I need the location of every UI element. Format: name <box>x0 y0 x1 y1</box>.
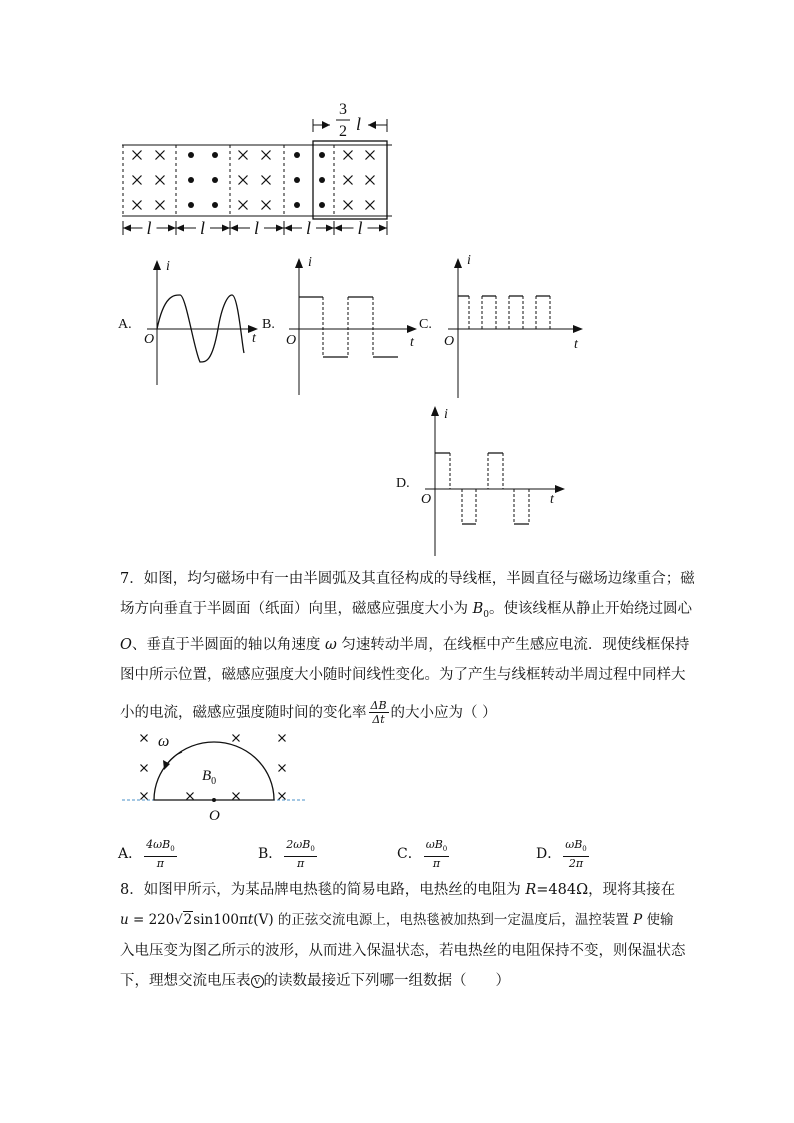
dimension-arrowhead <box>168 225 176 232</box>
dimension-arrowhead <box>230 225 238 232</box>
q7-line-3: O、垂直于半圆面的轴以角速度 ω 匀速转动半周，在线框中产生感应电流．现使线框保持 <box>120 636 690 653</box>
field-dot-mark <box>188 202 194 208</box>
q8-line-2: u = 220√2sin100πt(V) 的正弦交流电源上，电热毯被加热到一定温度后，温控装置 P 使输 <box>120 912 674 928</box>
dimension-numerator: 3 <box>339 101 347 118</box>
dimension-arrowhead <box>334 225 342 232</box>
graph-c-origin: O <box>444 334 455 349</box>
dimension-arrowhead <box>326 225 334 232</box>
graph-b-origin: O <box>286 333 297 348</box>
field-dot-mark <box>212 152 218 158</box>
q8-line-1: 8．如图甲所示，为某品牌电热毯的简易电路，电热丝的电阻为 R=484Ω，现将其接在 <box>120 882 676 898</box>
q7-option-a[interactable]: A． $\frac{4\omega B_0}{\pi}$ <box>118 838 175 871</box>
graph-d-origin: O <box>421 492 432 507</box>
q7-line-4: 图中所示位置，磁感应强度大小随时间线性变化。为了产生与线框转动半周过程中同样大 <box>120 666 686 683</box>
center-point <box>212 798 216 802</box>
q8-line-4: 下，理想交流电压表 V 的读数最接近下列哪一组数据（ ） <box>120 973 510 989</box>
question-7-text <box>120 564 695 728</box>
graph-b-axis-i: i <box>308 255 312 270</box>
field-into-page-marks <box>133 151 375 210</box>
semicircle-coil <box>154 742 274 800</box>
option-a-label: A. <box>118 317 132 332</box>
semicircle-coil-figure <box>0 720 794 830</box>
graph-d-axis-t: t <box>550 492 554 507</box>
segment-length-label: l <box>146 218 152 238</box>
field-dot-mark <box>319 177 325 183</box>
option-b-label: B. <box>262 317 275 332</box>
segment-length-label: l <box>254 218 260 238</box>
q7-rate-fraction: $\frac{\Delta B}{\Delta t}$ <box>370 699 387 727</box>
option-c-label: C. <box>419 317 432 332</box>
field-dot-mark <box>212 202 218 208</box>
graph-d-axis-i: i <box>444 407 448 422</box>
graph-b-axis-t: t <box>410 335 414 350</box>
segment-length-label: l <box>357 218 363 238</box>
answer-graphs-abc <box>0 250 794 410</box>
omega-label: ω <box>158 733 170 750</box>
q7-option-d[interactable]: D． $\frac{\omega B_0}{2\pi}$ <box>536 838 587 871</box>
field-dot-mark <box>212 177 218 183</box>
voltmeter-icon: V <box>251 975 264 988</box>
q7-option-c[interactable]: C． $\frac{\omega B_0}{\pi}$ <box>397 838 448 871</box>
dimension-arrowhead <box>222 225 230 232</box>
dimension-denominator: 2 <box>339 123 347 140</box>
dimension-variable: l <box>356 114 362 134</box>
graph-c-axis-t: t <box>574 337 578 352</box>
option-d-label: D. <box>396 476 410 491</box>
graph-a-axis-t: t <box>252 331 256 346</box>
field-dot-mark <box>294 202 300 208</box>
q7-line-5: 小的电流，磁感应强度随时间的变化率 $\frac{\Delta B}{\Delta t}$ 的大小应为（ ） <box>120 699 497 727</box>
field-dot-mark <box>319 152 325 158</box>
dimension-arrowhead <box>123 225 131 232</box>
graph-c <box>419 253 583 398</box>
field-dot-mark <box>294 152 300 158</box>
q7-line-2: 场方向垂直于半圆面（纸面）向里，磁感应强度大小为 $B_0$。使该线框从静止开始绕过圆心 <box>120 601 692 620</box>
magnetic-field-strip-figure <box>0 0 794 250</box>
graph-c-axis-i: i <box>467 253 471 268</box>
segment-length-label: l <box>306 218 312 238</box>
center-label: O <box>209 808 220 824</box>
q8-line-3: 入电压变为图乙所示的波形，从而进入保温状态，若电热丝的电阻保持不变，则保温状态 <box>120 943 686 959</box>
dimension-arrowhead <box>284 225 292 232</box>
field-dot-mark <box>294 177 300 183</box>
field-dot-mark <box>188 177 194 183</box>
q7-option-b[interactable]: B． $\frac{2\omega B_0}{\pi}$ <box>258 838 315 871</box>
field-dot-mark <box>319 202 325 208</box>
dimension-arrowhead <box>379 225 387 232</box>
b0-label: $B_0$ <box>202 768 217 787</box>
graph-a-axis-i: i <box>166 259 170 274</box>
field-out-of-page-marks <box>188 152 325 208</box>
dimension-arrowhead <box>176 225 184 232</box>
dimension-arrowhead <box>276 225 284 232</box>
field-dot-mark <box>188 152 194 158</box>
q7-line-1: 7．如图，均匀磁场中有一由半圆弧及其直径构成的导线框，半圆直径与磁场边缘重合；磁 <box>120 571 695 587</box>
graph-a <box>118 259 258 385</box>
graph-a-origin: O <box>144 332 155 347</box>
answer-graph-d <box>0 400 794 560</box>
segment-dimensions <box>123 218 387 238</box>
graph-b <box>262 255 417 395</box>
question-8-text <box>120 875 686 996</box>
segment-length-label: l <box>200 218 206 238</box>
